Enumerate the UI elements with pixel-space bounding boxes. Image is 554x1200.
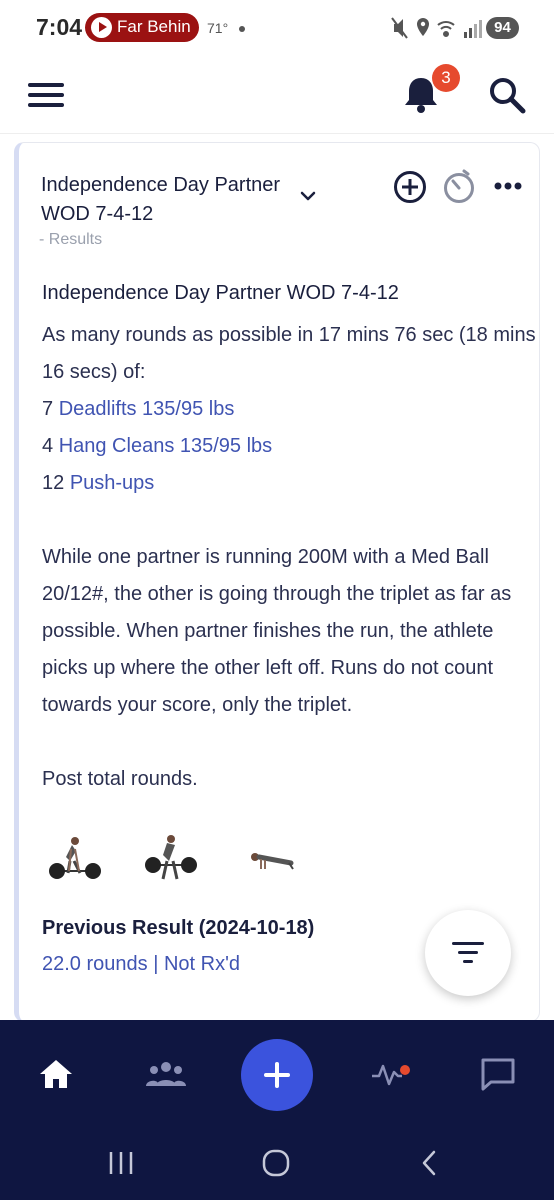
filter-icon [452,942,484,945]
movement-reps: 7 [42,398,54,420]
system-status-icons [390,16,490,40]
movement-link-push-ups[interactable]: Push-ups [69,472,155,494]
deadlift-thumbnail[interactable] [47,833,103,883]
bottom-navigation [0,1020,554,1130]
recents-icon[interactable] [103,1148,139,1178]
wod-post-instructions: Post total rounds. [42,768,198,790]
push-up-thumbnail[interactable] [243,833,299,883]
workout-title[interactable]: Independence Day Partner WOD 7-4-12 [41,174,281,225]
signal-icon [464,20,482,38]
add-circle-icon[interactable] [393,170,427,204]
notification-dot-icon [239,26,245,32]
search-icon[interactable] [488,76,526,114]
wod-notes: While one partner is running 200M with a Med Ball 20/12#, the other is going through the triplet as far as possible. When partner finishes the run, the athlete picks up where the other left off. Runs do not count towards your score, only the triplet. [42,546,512,716]
chevron-down-icon[interactable] [299,189,317,203]
media-pill-text: Far Behin [117,17,191,36]
movement-line [42,391,537,428]
movement-link-hang-cleans[interactable]: Hang Cleans 135/95 lbs [58,435,273,457]
workout-description [42,281,537,798]
hamburger-menu-icon[interactable] [28,81,64,109]
workout-subtitle: - Results [39,231,103,248]
wifi-icon [438,22,454,36]
status-temperature: 71° [207,20,229,36]
status-time: 7:04 [36,14,83,40]
hang-clean-thumbnail[interactable] [143,833,199,883]
movement-thumbnails [47,833,307,883]
community-icon[interactable] [146,1056,186,1092]
battery-indicator: 94 [486,17,519,39]
wod-intro: As many rounds as possible in 17 mins 76 sec (18 mins 16 secs) of: [42,324,536,383]
location-icon [417,18,429,36]
more-icon[interactable] [493,181,523,191]
add-button[interactable] [241,1039,313,1111]
system-navigation [0,1130,554,1200]
mute-icon [392,18,407,38]
workout-card [14,142,540,1022]
movement-line [42,428,537,465]
movement-reps: 4 [42,435,54,457]
movement-line [42,465,537,502]
previous-result-label: Previous Result (2024-10-18) [42,917,315,939]
home-icon[interactable] [258,1148,294,1178]
messages-icon[interactable] [478,1056,518,1092]
movement-link-deadlifts[interactable]: Deadlifts 135/95 lbs [58,398,235,420]
movement-reps: 12 [42,472,65,494]
timer-icon[interactable] [442,169,476,205]
back-icon[interactable] [412,1148,448,1178]
media-pill[interactable] [85,13,199,42]
notification-count-badge: 3 [432,64,460,92]
play-icon [91,17,112,38]
activity-icon[interactable] [370,1056,410,1092]
home-icon[interactable] [36,1056,76,1092]
status-bar [0,0,554,56]
previous-result-value[interactable]: 22.0 rounds | Not Rx'd [42,953,241,975]
wod-heading: Independence Day Partner WOD 7-4-12 [42,282,399,304]
filter-button[interactable] [425,910,511,996]
app-header [0,56,554,134]
